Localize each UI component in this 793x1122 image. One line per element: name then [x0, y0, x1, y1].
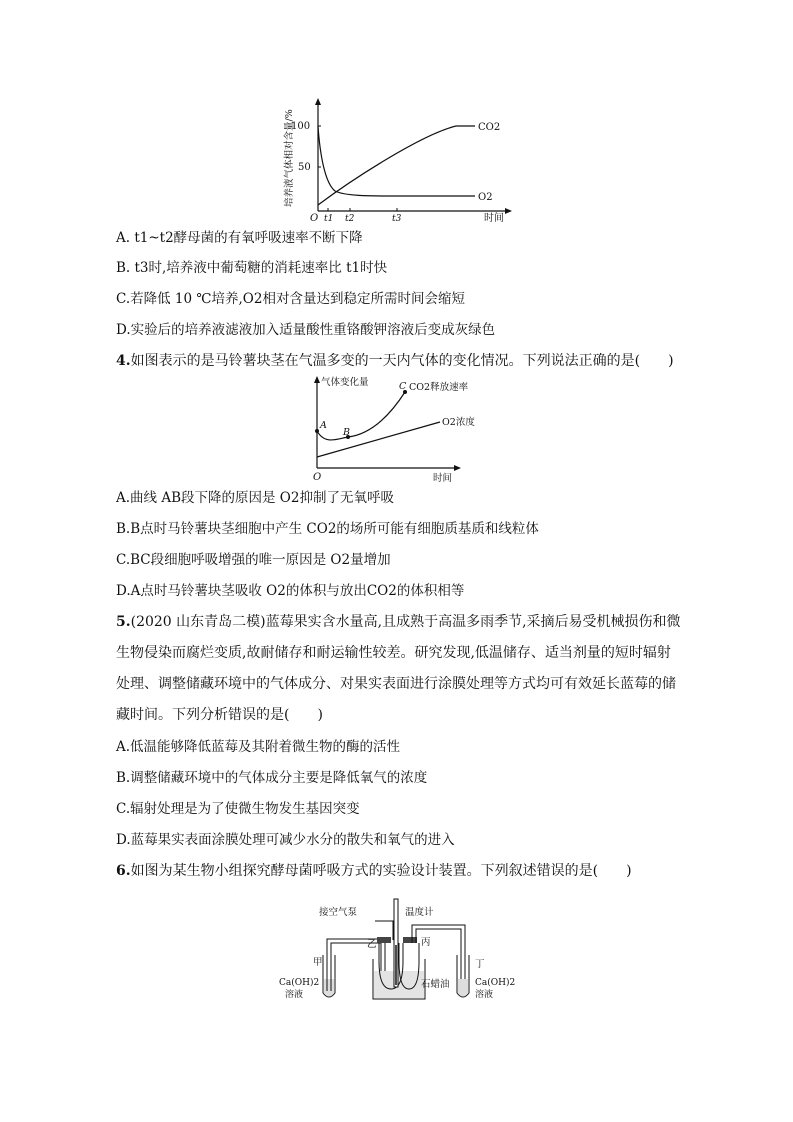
q3-option-d: D.实验后的培养液滤液加入适量酸性重铬酸钾溶液后变成灰绿色: [116, 322, 496, 338]
apparatus-diagram: [275, 895, 535, 1007]
q5-line-2: 生物侵染而腐烂变质,故耐储存和耐运输性较差。研究发现,低温储存、适当剂量的短时辐射: [116, 645, 671, 661]
label-pump: 接空气泵: [319, 907, 358, 918]
chart-gas-content: [280, 95, 520, 223]
y-tick-50: 50: [298, 162, 311, 173]
series-label-o2: O2浓度: [442, 417, 475, 428]
label-jia: 甲: [313, 957, 323, 968]
q5-line-1: [116, 612, 681, 632]
x-tick-t1: t1: [324, 214, 334, 223]
o2-curve: [318, 126, 475, 196]
label-left-solution-2: 溶液: [285, 990, 304, 1000]
label-left-solution-1: Ca(OH)2: [279, 978, 320, 988]
q5-option-a: A.低温能够降低蓝莓及其附着微生物的酶的活性: [116, 739, 401, 755]
q4-stem-text: 如图表示的是马铃薯块茎在气温多变的一天内气体的变化情况。下列说法正确的是( ): [130, 353, 674, 369]
chart-potato-gas: [305, 373, 485, 485]
y-axis-label: 培养液气体相对含量/%: [284, 109, 295, 207]
point-b-label: B: [343, 427, 350, 438]
q5-number: 5.: [116, 614, 131, 630]
q5-line-3: 处理、调整储藏环境中的气体成分、对果实表面进行涂膜处理等方式均可有效延长蓝莓的储: [116, 676, 676, 692]
q4-option-a: A.曲线 AB段下降的原因是 O2抑制了无氧呼吸: [116, 490, 394, 506]
x-tick-origin: O: [310, 213, 319, 223]
x-tick-t2: t2: [345, 214, 355, 223]
label-paraffin: 石蜡油: [421, 979, 450, 990]
x-tick-t3: t3: [392, 214, 402, 223]
q4-option-d: D.A点时马铃薯块茎吸收 O2的体积与放出CO2的体积相等: [116, 583, 465, 599]
q5-line-4: 藏时间。下列分析错误的是( ): [116, 707, 323, 723]
series-label-co2: CO2: [478, 122, 501, 133]
label-thermometer: 温度计: [405, 907, 434, 918]
y-axis-arrow: [315, 98, 321, 105]
q3-option-b: B. t3时,培养液中葡萄糖的消耗速率比 t1时快: [116, 260, 388, 276]
series-label-co2: CO2释放速率: [409, 382, 469, 393]
q3-option-a: A. t1~t2酵母菌的有氧呼吸速率不断下降: [116, 230, 363, 246]
y-tick-100: 100: [291, 121, 311, 132]
q4-option-b: B.B点时马铃薯块茎细胞中产生 CO2的场所可能有细胞质基质和线粒体: [116, 521, 539, 537]
co2-release-curve: [317, 392, 405, 440]
q4-option-c: C.BC段细胞呼吸增强的唯一原因是 O2量增加: [116, 552, 391, 568]
q4-stem: [116, 351, 674, 371]
q5-line-1-text: (2020 山东青岛二模)蓝莓果实含水量高,且成熟于高温多雨季节,采摘后易受机械损伤和微: [130, 614, 681, 630]
stopper-bing: [403, 937, 417, 943]
q5-option-c: C.辐射处理是为了使微生物发生基因突变: [116, 801, 360, 817]
x-axis-label: 时间: [484, 213, 504, 223]
label-yi: 乙: [367, 939, 377, 950]
q5-option-d: D.蓝莓果实表面涂膜处理可减少水分的散失和氧气的进入: [116, 832, 455, 848]
y-axis-label: 气体变化量: [321, 377, 369, 388]
point-c-label: C: [399, 381, 407, 392]
label-right-solution-2: 溶液: [475, 990, 494, 1000]
q3-option-c: C.若降低 10 ℃培养,O2相对含量达到稳定所需时间会缩短: [116, 291, 465, 307]
point-a: [315, 429, 319, 433]
q6-stem: [116, 861, 632, 881]
label-bing: 丙: [421, 937, 431, 948]
q6-number: 6.: [116, 863, 131, 879]
point-a-label: A: [320, 420, 327, 431]
x-axis-label: 时间: [433, 473, 453, 484]
label-right-solution-1: Ca(OH)2: [475, 978, 516, 988]
q6-stem-text: 如图为某生物小组探究酵母菌呼吸方式的实验设计装置。下列叙述错误的是( ): [130, 863, 632, 879]
q4-number: 4.: [116, 353, 131, 369]
series-label-o2: O2: [478, 192, 493, 203]
x-axis-arrow: [505, 208, 512, 214]
q5-option-b: B.调整储藏环境中的气体成分主要是降低氧气的浓度: [116, 770, 428, 786]
origin-label: O: [313, 472, 322, 483]
stopper-yi: [377, 937, 391, 943]
label-ding: 丁: [475, 959, 485, 970]
